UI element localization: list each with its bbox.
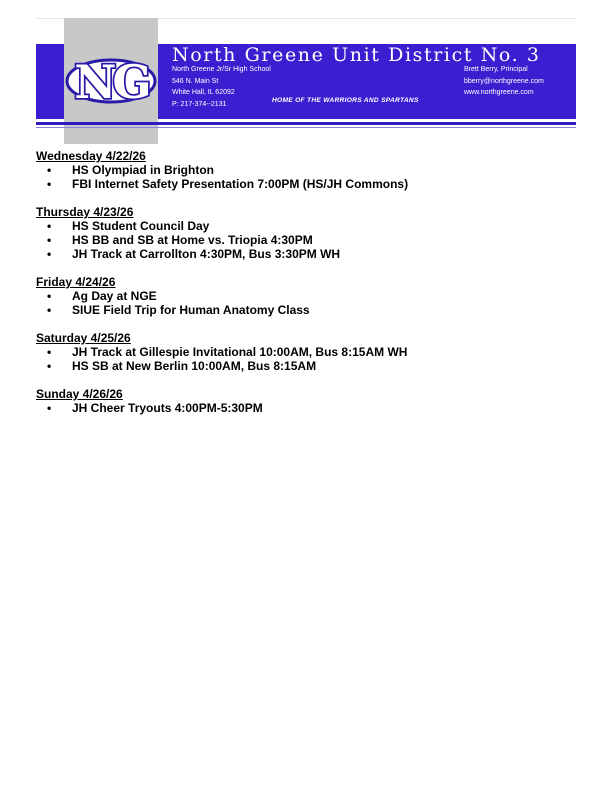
principal-name: Brett Berry, Principal (464, 66, 528, 73)
day-section (36, 275, 576, 317)
ng-logo (64, 18, 158, 144)
address-line-1: 546 N. Main St (172, 77, 219, 85)
principal-email[interactable]: bberry@northgreene.com (464, 77, 544, 85)
logo-text: NG (74, 55, 148, 109)
event-item: • HS SB at New Berlin 10:00AM, Bus 8:15AM (36, 359, 576, 373)
event-list (36, 345, 576, 373)
motto: HOME OF THE WARRIORS AND SPARTANS (272, 97, 419, 104)
logo-box (64, 18, 158, 144)
header-rule (36, 122, 576, 125)
header-rule-thin (36, 127, 576, 128)
event-list (36, 163, 576, 191)
event-item: • JH Track at Carrollton 4:30PM, Bus 3:30PM WH (36, 247, 576, 261)
day-section (36, 387, 576, 415)
event-item: • FBI Internet Safety Presentation 7:00PM (HS/JH Commons) (36, 177, 576, 191)
event-list (36, 289, 576, 317)
school-contact (172, 64, 271, 110)
day-section (36, 331, 576, 373)
day-title: Saturday 4/25/26 (36, 331, 131, 345)
district-name: North Greene Unit District No. 3 (172, 44, 541, 66)
day-title: Wednesday 4/22/26 (36, 149, 146, 163)
address-line-2: White Hall, IL 62092 (172, 89, 235, 96)
day-title: Sunday 4/26/26 (36, 387, 123, 401)
school-name: North Greene Jr/Sr High School (172, 66, 271, 73)
event-item: • HS BB and SB at Home vs. Triopia 4:30PM (36, 233, 576, 247)
event-list (36, 219, 576, 261)
weekly-schedule (36, 149, 576, 429)
event-item: • Ag Day at NGE (36, 289, 576, 303)
day-section (36, 149, 576, 191)
event-item: • JH Track at Gillespie Invitational 10:00AM, Bus 8:15AM WH (36, 345, 576, 359)
principal-contact (464, 64, 544, 99)
day-title: Friday 4/24/26 (36, 275, 116, 289)
phone: P: 217-374--2131 (172, 100, 227, 108)
event-item: • SIUE Field Trip for Human Anatomy Class (36, 303, 576, 317)
day-title: Thursday 4/23/26 (36, 205, 134, 219)
event-item: • HS Student Council Day (36, 219, 576, 233)
website-link[interactable]: www.northgreene.com (464, 89, 534, 96)
event-item: • HS Olympiad in Brighton (36, 163, 576, 177)
event-item: • JH Cheer Tryouts 4:00PM-5:30PM (36, 401, 576, 415)
day-section (36, 205, 576, 261)
event-list (36, 401, 576, 415)
